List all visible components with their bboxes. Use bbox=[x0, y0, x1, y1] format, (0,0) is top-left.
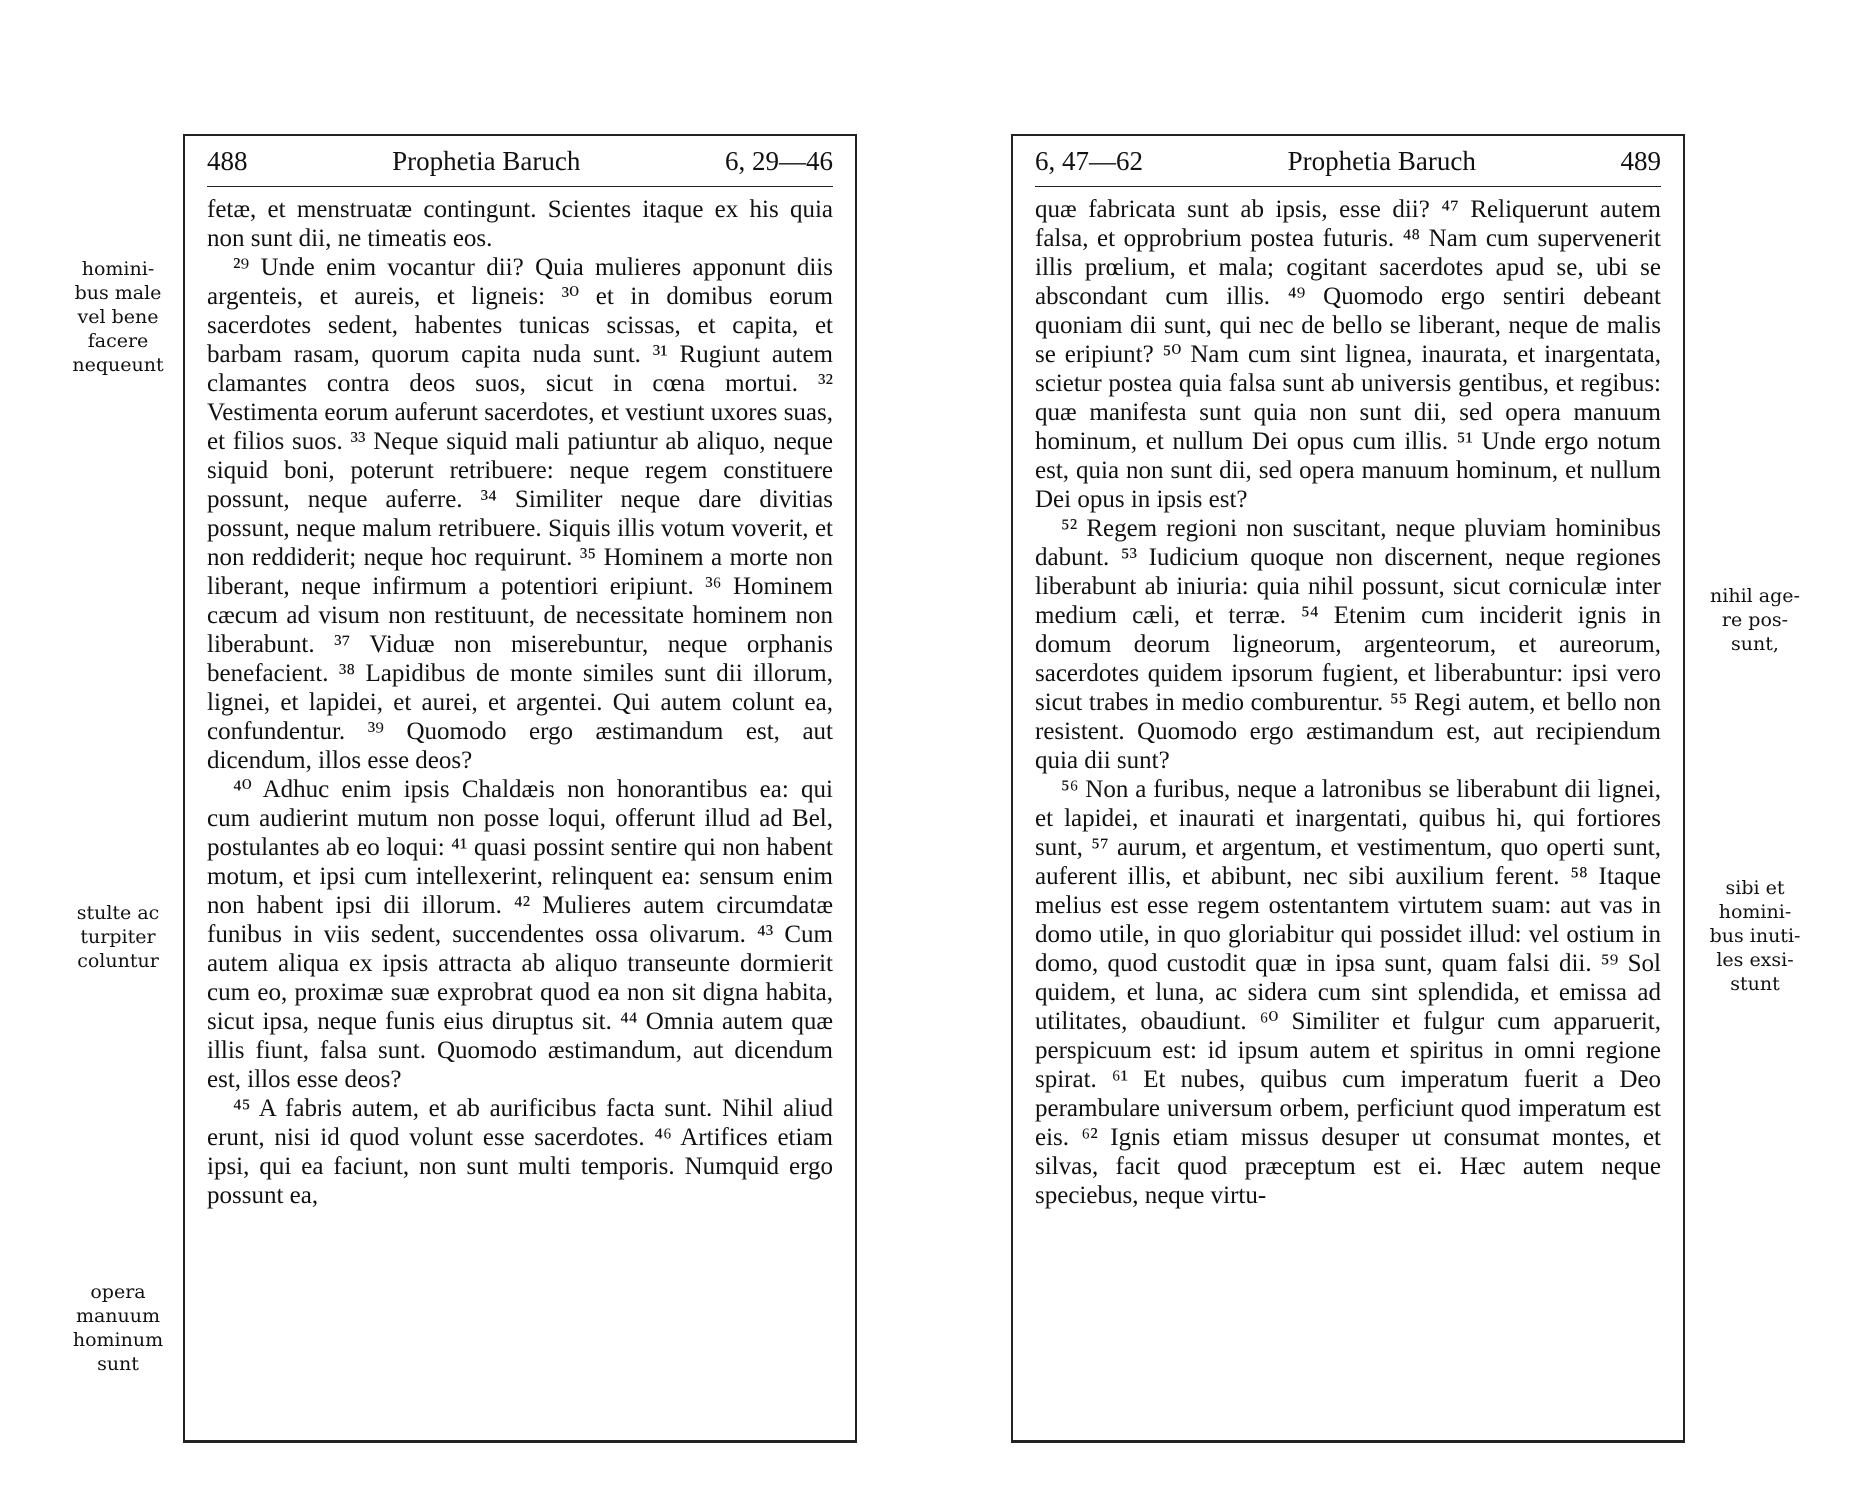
margin-note-left-2: stulte ac turpiter coluntur bbox=[76, 902, 160, 972]
verse-range: 6, 47—62 bbox=[1035, 145, 1143, 176]
right-page bbox=[1011, 134, 1685, 1443]
paragraph: ⁴⁵ A fabris autem, et ab aurificibus facta sunt. Nihil aliud erunt, nisi id quod volunt esse sacerdotes. ⁴⁶ Artifices etiam ipsi, qui ea faciunt, non sunt multi temporis. Numquid ergo possunt ea, bbox=[207, 1095, 833, 1209]
margin-note-left-3: opera manuum hominum sunt bbox=[72, 1281, 164, 1375]
right-page-header bbox=[1035, 136, 1661, 187]
paragraph: fetæ, et menstruatæ contingunt. Scientes itaque ex his quia non sunt dii, ne timeatis eos. bbox=[207, 196, 833, 252]
left-page bbox=[183, 134, 857, 1443]
paragraph: ⁵⁶ Non a furibus, neque a latronibus se liberabunt dii lignei, et lapidei, et inaurati et inargentati, quibus hi, qui fortiores sunt, ⁵⁷ aurum, et argentum, et vestimentum, quo operti sunt, auferent illis, et abibunt, nec sibi auxilium ferent. ⁵⁸ Itaque melius est esse regem ostentantem virtutem suam: aut vas in domo utile, in quo gloriabitur qui possidet illud: vel ostium in domo, quod custodit quæ in ipsa sunt, quam falsi dii. ⁵⁹ Sol quidem, et luna, ac sidera cum sint splendida, et emissa ad utilitates, obaudiunt. ⁶⁰ Similiter et fulgur cum apparuerit, perspicuum est: id ipsum autem et spiritus in omni regione spirat. ⁶¹ Et nubes, quibus cum imperatum fuerit a Deo perambulare universum orbem, perficiunt quod imperatum est eis. ⁶² Ignis etiam missus desuper ut consumat montes, et silvas, facit quod præceptum est ei. Hæc autem neque speciebus, neque virtu- bbox=[1035, 776, 1661, 1209]
right-page-body bbox=[1035, 195, 1661, 1210]
left-page-body bbox=[207, 195, 833, 1210]
paragraph: quæ fabricata sunt ab ipsis, esse dii? ⁴⁷ Reliquerunt autem falsa, et opprobrium postea futuris. ⁴⁸ Nam cum supervenerit illis prœlium, et mala; cogitant sacerdotes apud se, ubi se abscondant cum illis. ⁴⁹ Quomodo ergo sentiri debeant quoniam dii sunt, qui nec de bello se liberant, neque de malis se eripiunt? ⁵⁰ Nam cum sint lignea, inaurata, et inargentata, scietur postea quia falsa sunt ab universis gentibus, et regibus: quæ manifesta sunt quia non sunt dii, sed opera manuum hominum, et nullum Dei opus cum illis. ⁵¹ Unde ergo notum est, quia non sunt dii, sed opera manuum hominum, et nullum Dei opus in ipsis est? bbox=[1035, 196, 1661, 513]
running-title: Prophetia Baruch bbox=[1287, 145, 1476, 176]
page-number: 488 bbox=[207, 145, 248, 176]
page-number: 489 bbox=[1620, 145, 1661, 176]
paragraph: ²⁹ Unde enim vocantur dii? Quia mulieres apponunt diis argenteis, et aureis, et ligneis: ³⁰ et in domibus eorum sacerdotes sedent, habentes tunicas scissas, et capita, et barbam rasam, quorum capita nuda sunt. ³¹ Rugiunt autem clamantes contra deos suos, sicut in cœna mortui. ³² Vestimenta eorum auferunt sacerdotes, et vestiunt uxores suas, et filios suos. ³³ Neque siquid mali patiuntur ab aliquo, neque siquid boni, poterunt retribuere: neque regem constituere possunt, neque auferre. ³⁴ Similiter neque dare divitias possunt, neque malum retribuere. Siquis illis votum voverit, et non reddiderit; neque hoc requirunt. ³⁵ Hominem a morte non liberant, neque infirmum a potentiori eripiunt. ³⁶ Hominem cæcum ad visum non restituunt, de necessitate hominem non liberabunt. ³⁷ Viduæ non miserebuntur, neque orphanis benefacient. ³⁸ Lapidibus de monte similes sunt dii illorum, lignei, et lapidei, et aurei, et argentei. Qui autem colunt ea, confundentur. ³⁹ Quomodo ergo æstimandum est, aut dicendum, illos esse deos? bbox=[207, 254, 833, 774]
verse-range: 6, 29—46 bbox=[724, 145, 833, 176]
margin-note-right-1: nihil age- re pos- sunt, bbox=[1710, 585, 1800, 655]
paragraph: ⁵² Regem regioni non suscitant, neque pluviam hominibus dabunt. ⁵³ Iudicium quoque non discernent, neque regiones liberabunt ab iniuria: quia nihil possunt, sicut corniculæ inter medium cæli, et terræ. ⁵⁴ Etenim cum inciderit ignis in domum deorum ligneorum, argenteorum, et aureorum, sacerdotes quidem ipsorum fugient, et liberabuntur: ipsi vero sicut trabes in medio comburentur. ⁵⁵ Regi autem, et bello non resistent. Quomodo ergo æstimandum est, aut recipiendum quia dii sunt? bbox=[1035, 515, 1661, 774]
margin-note-left-1: homini- bus male vel bene facere nequeunt bbox=[72, 258, 164, 376]
margin-note-right-2: sibi et homini- bus inuti- les exsi- stunt bbox=[1709, 877, 1801, 995]
paragraph: ⁴⁰ Adhuc enim ipsis Chaldæis non honorantibus ea: qui cum audierint mutum non posse loqui, offerunt illud ad Bel, postulantes ab eo loqui: ⁴¹ quasi possint sentire qui non habent motum, et ipsi cum intellexerint, relinquent ea: sensum enim non habent ipsi dii illorum. ⁴² Mulieres autem circumdatæ funibus in viis sedent, succendentes ossa olivarum. ⁴³ Cum autem aliqua ex ipsis attracta ab aliquo transeunte dormierit cum eo, proximæ suæ exprobrat quod ea non sit digna habita, sicut ipsa, neque funis eius diruptus sit. ⁴⁴ Omnia autem quæ illis fiunt, falsa sunt. Quomodo æstimandum, aut dicendum est, illos esse deos? bbox=[207, 776, 833, 1093]
running-title: Prophetia Baruch bbox=[392, 145, 581, 176]
left-page-header bbox=[207, 136, 833, 187]
